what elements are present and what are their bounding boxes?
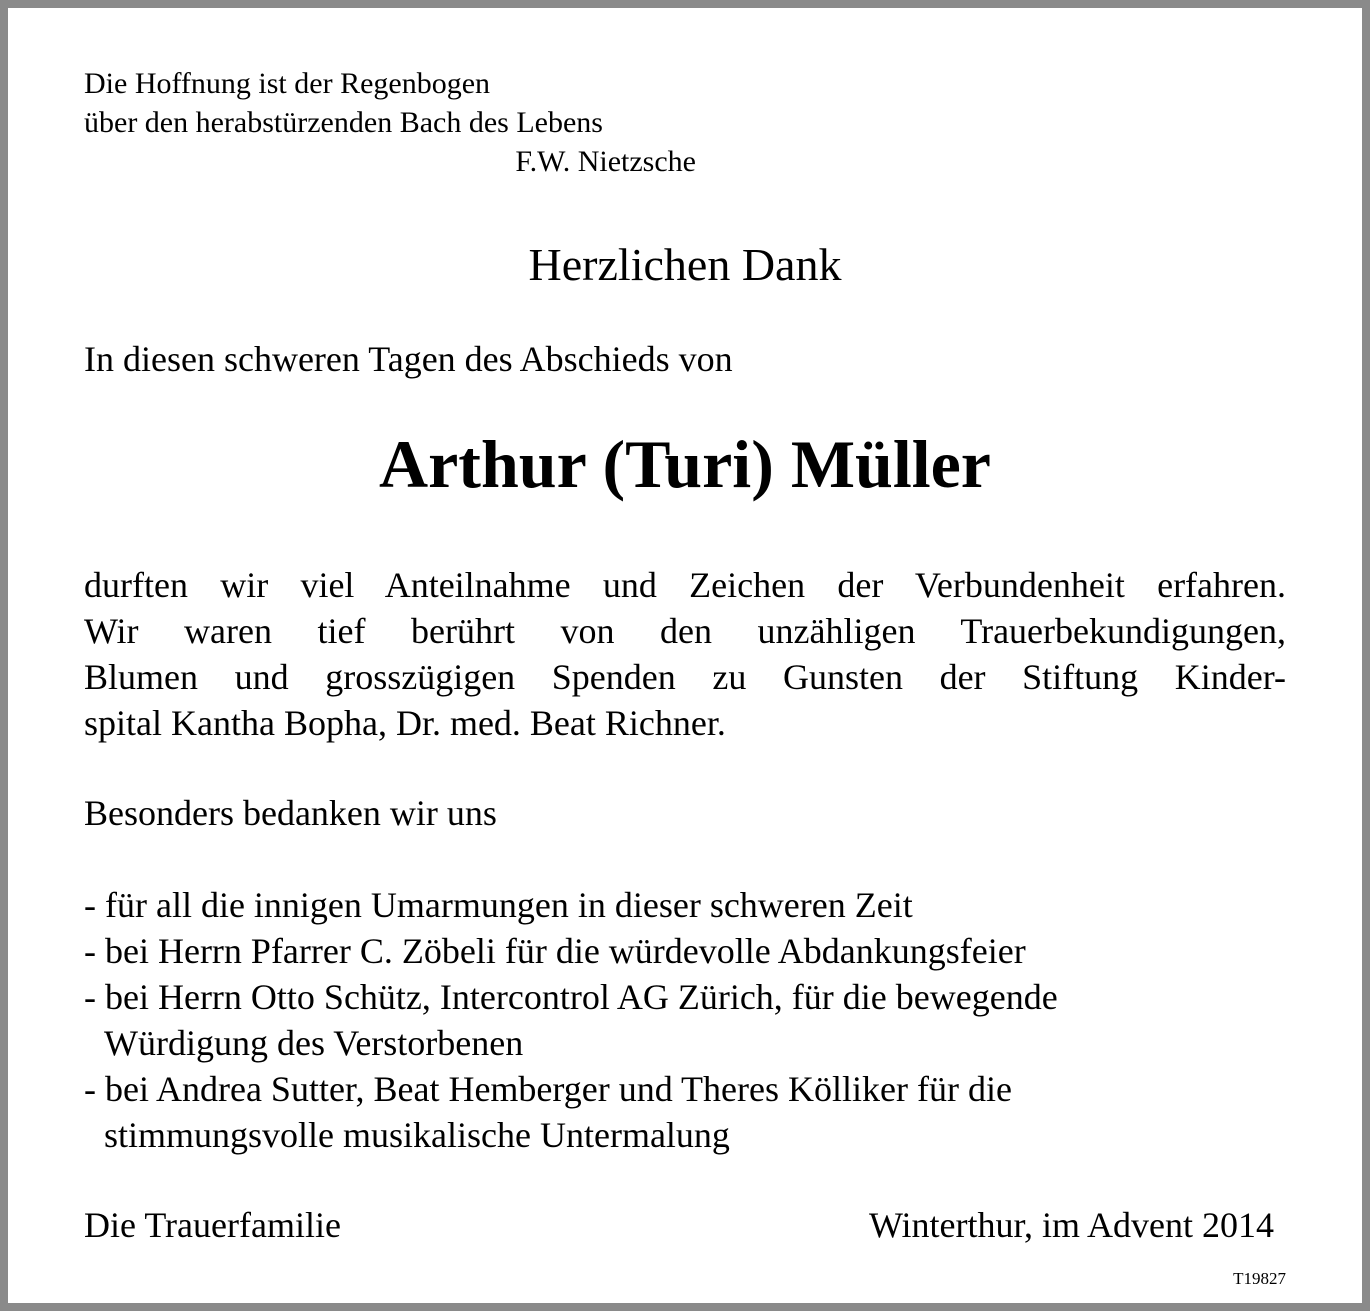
reference-code: T19827 [1233,1269,1286,1288]
list-item-continuation: stimmungsvolle musikalische Untermalung [104,1115,730,1155]
list-item-text: - bei Andrea Sutter, Beat Hemberger und Theres Kölliker für die [84,1069,1012,1109]
body-line: spital Kantha Bopha, Dr. med. Beat Richner. [84,703,726,743]
body-line: durften wir viel Anteilnahme und Zeichen der Verbundenheit erfahren. [84,565,1286,605]
signature: Die Trauerfamilie [84,1205,341,1245]
list-item [84,882,1058,928]
thanks-list [84,882,1058,1158]
motto-quote [84,64,696,181]
headline: Herzlichen Dank [528,239,842,290]
motto-line: Die Hoffnung ist der Regenbogen [84,67,491,100]
place-date: Winterthur, im Advent 2014 [868,1205,1274,1245]
list-item-continuation: Würdigung des Verstorbenen [104,1023,524,1063]
list-item [84,974,1058,1066]
deceased-name: Arthur (Turi) Müller [379,426,991,502]
body-line: Blumen und grosszügigen Spenden zu Gunsten der Stiftung Kinder- [84,657,1286,697]
list-item-text: - bei Herrn Otto Schütz, Intercontrol AG Zürich, für die bewegende [84,977,1058,1017]
motto-author: F.W. Nietzsche [515,145,696,178]
list-item-text: - bei Herrn Pfarrer C. Zöbeli für die würdevolle Abdankungsfeier [84,931,1026,971]
list-item-text: - für all die innigen Umarmungen in dieser schweren Zeit [84,885,913,925]
body-line: Wir waren tief berührt von den unzähligen Trauerbekundigungen, [84,611,1286,651]
thanks-intro: Besonders bedanken wir uns [84,793,497,833]
list-item [84,1066,1058,1158]
body-paragraph [84,562,1286,746]
intro-text: In diesen schweren Tagen des Abschieds von [84,339,733,379]
motto-line: über den herabstürzenden Bach des Lebens [84,106,603,139]
list-item [84,928,1058,974]
